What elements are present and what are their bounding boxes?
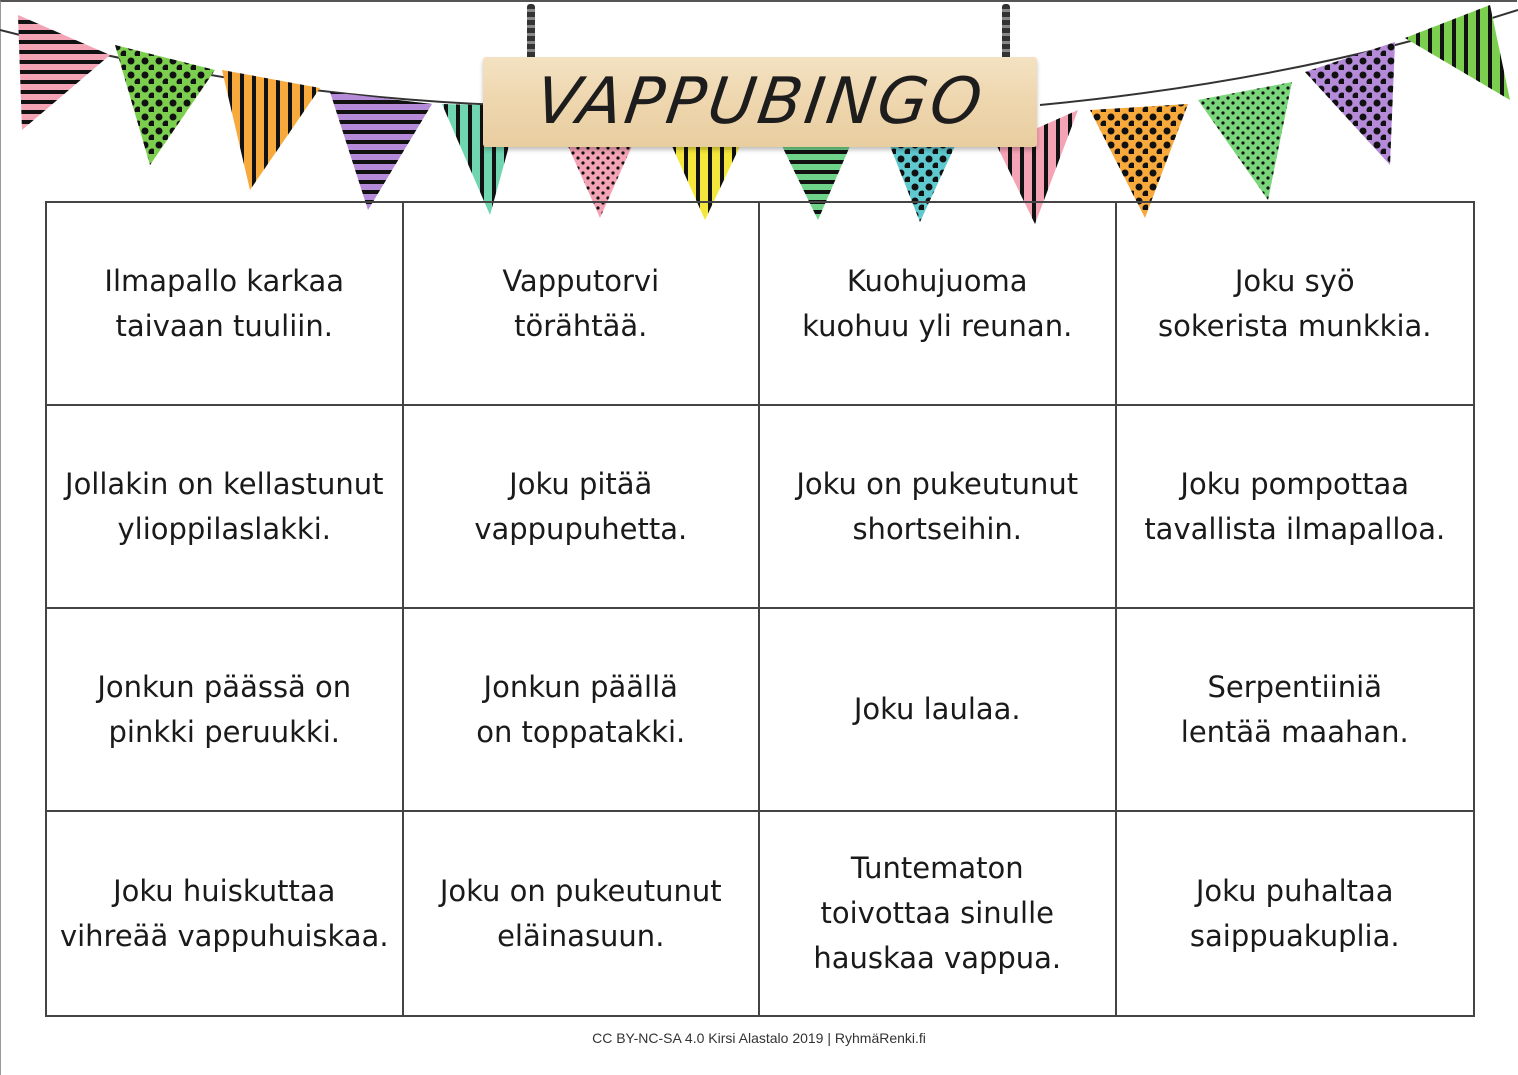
bingo-cell[interactable]: [760, 406, 1117, 609]
bingo-cell-text: Serpentiiniä lentää maahan.: [1180, 669, 1409, 749]
bingo-cell-text: Joku on pukeutunut eläinasuun.: [439, 873, 722, 953]
bingo-cell[interactable]: [760, 812, 1117, 1015]
bingo-cell-text: Joku huiskuttaa vihreää vappuhuiskaa.: [59, 873, 389, 953]
bingo-cell[interactable]: [1117, 812, 1474, 1015]
bingo-cell-text: Jonkun päällä on toppatakki.: [476, 669, 686, 749]
bunting-flag-pattern: [330, 92, 432, 210]
bunting-flag-pattern: [1405, 5, 1510, 100]
bingo-cell[interactable]: [47, 812, 404, 1015]
bunting-flag-pattern: [18, 15, 110, 130]
bunting-flag-pattern: [1198, 82, 1292, 200]
bingo-cell[interactable]: [47, 406, 404, 609]
sign-chain-left: [527, 4, 535, 60]
bingo-cell-text: Joku on pukeutunut shortseihin.: [796, 466, 1079, 546]
bingo-cell[interactable]: [404, 812, 761, 1015]
bingo-cell-text: Joku pompottaa tavallista ilmapalloa.: [1144, 466, 1446, 546]
page-title: VAPPUBINGO: [530, 65, 990, 139]
bingo-cell[interactable]: [404, 609, 761, 812]
bingo-cell-text: Tuntematon toivottaa sinulle hauskaa vappua.: [813, 851, 1062, 975]
bunting-flag-pattern: [222, 70, 320, 190]
bingo-cell-text: Vapputorvi törähtää.: [502, 263, 660, 343]
bingo-cell[interactable]: [404, 406, 761, 609]
license-footer: CC BY-NC-SA 4.0 Kirsi Alastalo 2019 | RyhmäRenki.fi: [592, 1030, 926, 1046]
bingo-grid: [45, 201, 1475, 1017]
bingo-cell[interactable]: [760, 609, 1117, 812]
title-sign: [483, 57, 1037, 147]
bingo-cell-text: Joku puhaltaa saippuakuplia.: [1189, 873, 1400, 953]
bingo-cell[interactable]: [1117, 203, 1474, 406]
bunting-flag-pattern: [115, 45, 215, 165]
bingo-cell-text: Jollakin on kellastunut ylioppilaslakki.: [65, 466, 384, 546]
bingo-cell[interactable]: [1117, 406, 1474, 609]
bingo-cell-text: Joku pitää vappupuhetta.: [474, 466, 688, 546]
bingo-cell-text: Kuohujuoma kuohuu yli reunan.: [802, 263, 1073, 343]
bunting-flag-pattern: [1305, 42, 1395, 165]
bingo-cell[interactable]: [404, 203, 761, 406]
bingo-cell-text: Joku syö sokerista munkkia.: [1157, 263, 1432, 343]
sign-chain-right: [1002, 4, 1010, 60]
bingo-cell-text: Joku laulaa.: [853, 692, 1021, 726]
bingo-cell[interactable]: [1117, 609, 1474, 812]
bingo-cell[interactable]: [47, 203, 404, 406]
bingo-cell[interactable]: [760, 203, 1117, 406]
bingo-cell-text: Ilmapallo karkaa taivaan tuuliin.: [104, 263, 345, 343]
bingo-cell-text: Jonkun päässä on pinkki peruukki.: [97, 669, 352, 749]
bingo-cell[interactable]: [47, 609, 404, 812]
